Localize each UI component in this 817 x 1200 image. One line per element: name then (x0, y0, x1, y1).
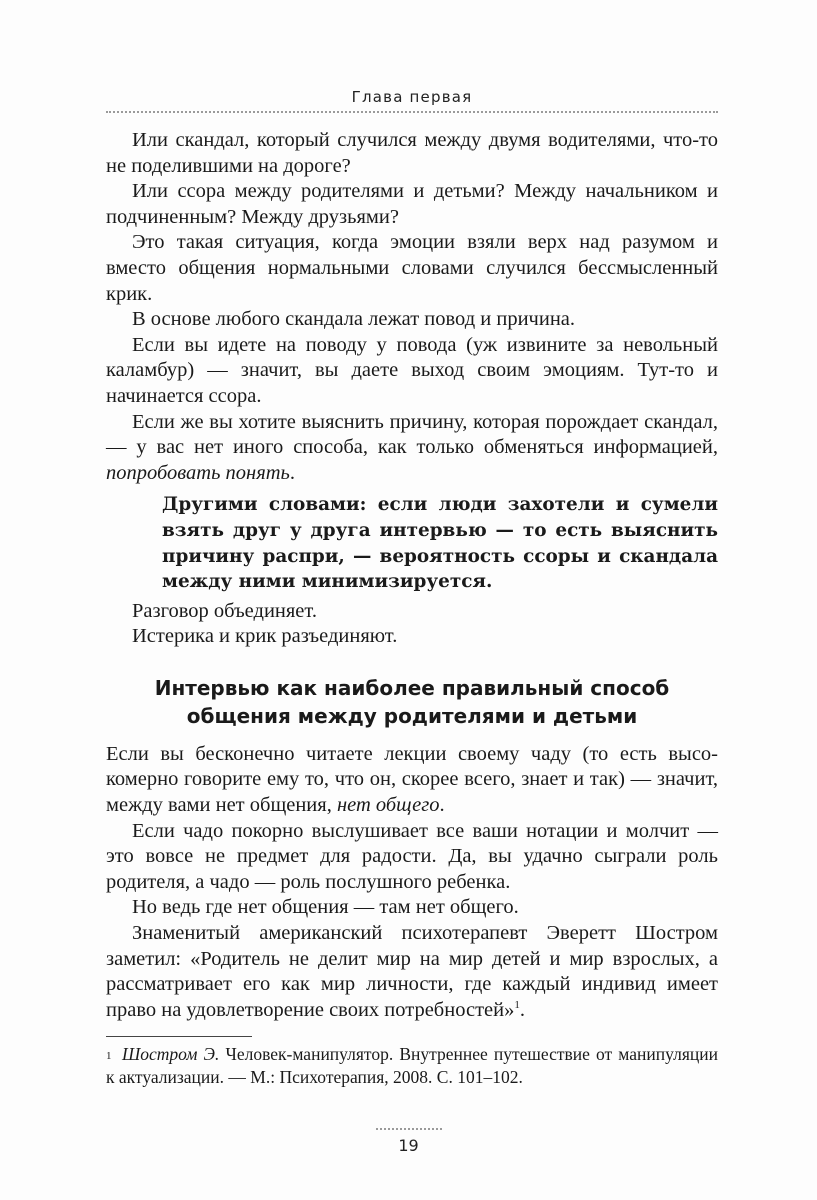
running-head: Глава первая (351, 88, 473, 106)
footnote-author: Шостром Э. (122, 1044, 220, 1064)
page-number: 19 (398, 1136, 419, 1155)
paragraph (106, 921, 718, 1023)
emphasis: попробовать понять (106, 461, 290, 484)
body-text (106, 128, 718, 1023)
callout-bold: Другими словами: если люди захотели и сумели взять друг у друга интервью — то есть выяснить причину распри, — вероятность ссоры и скандала между ними минимизируется. (162, 494, 718, 593)
paragraph-text: Знаменитый американский психотерапевт Эверетт Шостром заметил: «Родитель не делит мир на мир детей и мир взрослых, а рассматривает его как мир личности, где каждый индивид имеет право на удовлетворение своих потребностей» (106, 922, 718, 1021)
paragraph: Разговор объединяет. (132, 599, 317, 622)
paragraph-end: . (289, 461, 295, 484)
paragraph: Это такая ситуация, когда эмоции взяли верх над разумом и вместо общения нормальными словами случился бессмысленный крик. (106, 231, 718, 305)
section-heading: Интервью как наиболее правильный способ общения между родителями и детьми (154, 675, 670, 728)
paragraph-text: Если же вы хотите выяснить причину, которая порождает скандал, — у вас нет иного способа, как только обменяться информацией, (106, 410, 718, 459)
paragraph: Истерика и крик разъединяют. (132, 625, 398, 648)
paragraph-end: . (519, 998, 525, 1021)
paragraph: Но ведь где нет общения — там нет общего. (132, 896, 519, 919)
paragraph (106, 742, 718, 819)
emphasis: нет общего (336, 794, 440, 817)
paragraph: Если вы идете на поводу у повода (уж извините за невольный каламбур) — значит, вы даете выход своим эмоциям. Тут-то и начинается ссора. (106, 333, 718, 407)
paragraph-text: Если вы бесконечно читаете лекции своему чаду (то есть высокомерно говорите ему то, что он, скорее всего, знает и так) — значит, между вами нет общения, (106, 742, 718, 817)
paragraph-end: . (439, 794, 445, 817)
paragraph (106, 410, 718, 487)
footnote-text: Человек-манипулятор. Внутреннее путешествие от манипуляции к актуализации. — М.: Психотерапия, 2008. С. 101–102. (106, 1044, 718, 1087)
paragraph: Или скандал, который случился между двумя водителями, что-то не поделившими на дороге? (106, 129, 718, 177)
footnote-rule (106, 1036, 252, 1037)
footnote-number: 1 (106, 1050, 112, 1062)
footnote (106, 1043, 718, 1089)
paragraph: Или ссора между родителями и детьми? Между начальником и подчиненным? Между друзьями? (106, 180, 718, 228)
paragraph: Если чадо покорно выслушивает все ваши нотации и молчит — это вовсе не предмет для радости. Да, вы удачно сыграли роль родителя, а чадо — роль послушного ребенка. (106, 819, 718, 893)
header-dotted-rule (106, 111, 718, 113)
footnote-marker[interactable]: 1 (514, 998, 520, 1011)
footer-dotted-rule (376, 1128, 442, 1130)
paragraph: В основе любого скандала лежат повод и причина. (132, 308, 576, 331)
